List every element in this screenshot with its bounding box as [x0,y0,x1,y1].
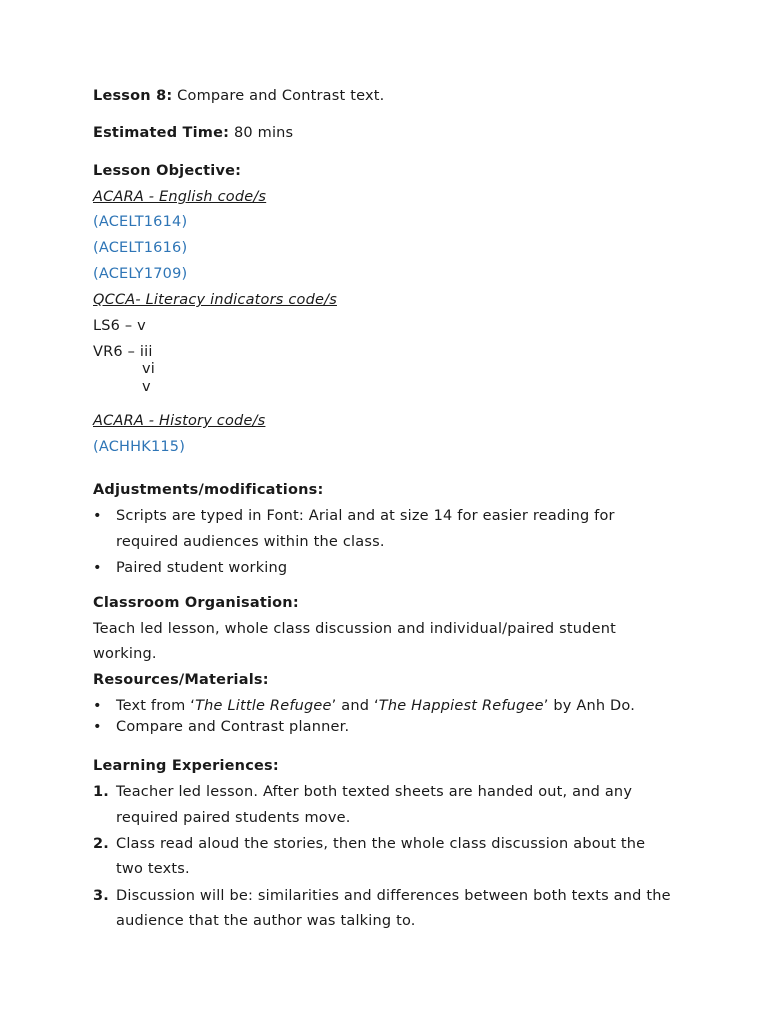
organisation-line-2: working. [93,646,157,662]
time-line [93,124,293,142]
resource-suffix: ’ by Anh Do. [543,698,636,714]
adjustment-item-2: Paired student working [116,560,288,576]
resource-item-1 [116,697,635,715]
experience-number-1: 1. [93,784,109,800]
bullet-icon: • [93,560,102,576]
experience-2-line-2: two texts. [116,861,190,877]
experience-number-3: 3. [93,888,109,904]
bullet-icon: • [93,719,102,735]
lesson-line [93,87,384,105]
experience-3-line-2: audience that the author was talking to. [116,913,416,929]
vr6-indicator-v: v [142,379,151,395]
english-code-1: (ACELT1614) [93,214,188,230]
acara-history-label: ACARA - History code/s [93,413,266,429]
lesson-title: Compare and Contrast text. [177,88,385,104]
experience-1-line-1: Teacher led lesson. After both texted sheets are handed out, and any [116,784,633,800]
adjustments-heading: Adjustments/modifications: [93,482,324,498]
time-value: 80 mins [233,125,294,141]
qcca-label: QCCA- Literacy indicators code/s [93,292,337,308]
english-code-3: (ACELY1709) [93,266,188,282]
organisation-line-1: Teach led lesson, whole class discussion and individual/paired student [93,621,616,637]
vr6-indicator: VR6 – iii [93,344,153,360]
adjustment-item-1-line-2: required audiences within the class. [116,534,385,550]
book-title-1: The Little Refugee [195,698,332,714]
ls6-indicator: LS6 – v [93,318,146,334]
book-title-2: The Happiest Refugee [378,698,544,714]
experience-3-line-1: Discussion will be: similarities and differences between both texts and the [116,888,671,904]
experience-2-line-1: Class read aloud the stories, then the whole class discussion about the [116,836,646,852]
resource-prefix: Text from ‘ [116,698,196,714]
resource-mid: ’ and ‘ [331,698,379,714]
vr6-indicator-vi: vi [142,361,156,377]
organisation-heading: Classroom Organisation: [93,595,299,611]
bullet-icon: • [93,508,102,524]
experience-number-2: 2. [93,836,109,852]
objective-heading: Lesson Objective: [93,163,242,179]
adjustment-item-1-line-1: Scripts are typed in Font: Arial and at size 14 for easier reading for [116,508,615,524]
experience-1-line-2: required paired students move. [116,810,351,826]
history-code: (ACHHK115) [93,439,186,455]
time-label: Estimated Time: [93,125,230,141]
english-code-2: (ACELT1616) [93,240,188,256]
acara-english-label: ACARA - English code/s [93,189,267,205]
bullet-icon: • [93,698,102,714]
experiences-heading: Learning Experiences: [93,758,279,774]
resource-item-2: Compare and Contrast planner. [116,719,350,735]
lesson-label: Lesson 8: [93,88,173,104]
resources-heading: Resources/Materials: [93,672,269,688]
